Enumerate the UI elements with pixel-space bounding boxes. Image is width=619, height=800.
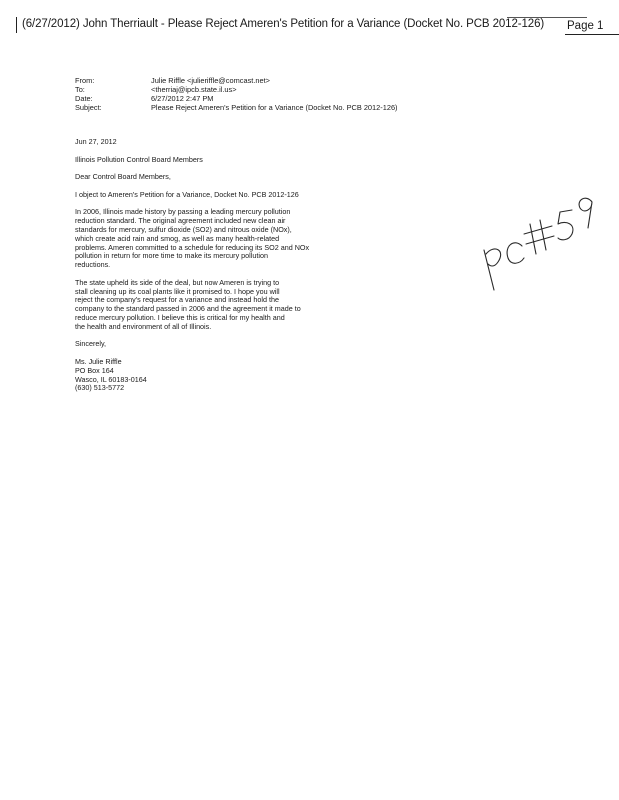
letter-date: Jun 27, 2012 [75, 137, 117, 146]
page-number-label: Page 1 [567, 20, 604, 32]
meta-to-value: <therriaj@ipcb.state.il.us> [151, 84, 237, 94]
signature-block [75, 358, 375, 393]
para1-line: standards for mercury, sulfur dioxide (SO2) and nitrous oxide (NOx), [75, 224, 292, 234]
para1-line: In 2006, Illinois made history by passing a leading mercury pollution [75, 207, 291, 217]
meta-date-value: 6/27/2012 2:47 PM [151, 93, 214, 103]
meta-subject-key: Subject: [75, 102, 102, 112]
handwriting-stroke [484, 250, 494, 290]
letter-paragraph-1 [75, 208, 375, 270]
email-header-bar [16, 15, 606, 37]
meta-to-key: To: [75, 84, 85, 94]
meta-subject-row [75, 104, 398, 113]
letter-objection: I object to Ameren's Petition for a Variance, Docket No. PCB 2012-126 [75, 189, 299, 199]
meta-from-key: From: [75, 76, 95, 85]
letter-salutation: Dear Control Board Members, [75, 172, 171, 182]
meta-subject-value: Please Reject Ameren's Petition for a Variance (Docket No. PCB 2012-126) [151, 102, 398, 112]
signature-phone: (630) 513-5772 [75, 383, 125, 393]
letter-paragraph-2 [75, 279, 375, 332]
letter-body [75, 138, 375, 393]
handwriting-stroke [530, 224, 536, 254]
handwriting-stroke [524, 226, 552, 234]
handwritten-annotation [460, 188, 600, 298]
para2-line: The state upheld its side of the deal, but now Ameren is trying to [75, 277, 280, 287]
meta-date-key: Date: [75, 93, 93, 103]
meta-from-value: Julie Riffle <julieriffle@comcast.net> [151, 76, 270, 85]
para2-line: company to the standard passed in 2006 and the agreement it made to [75, 304, 301, 314]
signature-city: Wasco, IL 60183-0164 [75, 374, 147, 384]
para2-line: the health and environment of all of Illinois. [75, 321, 212, 331]
signature-name: Ms. Julie Riffle [75, 356, 122, 366]
para2-line: reject the company's request for a variance and instead hold the [75, 295, 279, 305]
para2-line: stall cleaning up its coal plants like it promised to. I hope you will [75, 286, 280, 296]
handwriting-stroke [558, 210, 573, 240]
para1-line: problems. Ameren committed to a schedule for reducing its SO2 and NOx [75, 242, 310, 252]
handwriting-stroke [486, 249, 501, 266]
para1-line: reduction standard. The original agreement included new clean air [75, 216, 286, 226]
header-left-rule [16, 17, 17, 33]
para1-line: pollution in return for more time to make its mercury pollution [75, 251, 268, 261]
signature-po-box: PO Box 164 [75, 365, 114, 375]
handwriting-stroke [507, 243, 524, 263]
meta-to-row [75, 86, 398, 95]
handwriting-stroke [540, 220, 546, 250]
email-meta [75, 77, 398, 113]
para1-line: reductions. [75, 260, 111, 270]
para2-line: reduce mercury pollution. I believe this is critical for my health and [75, 312, 285, 322]
letter-recipient: Illinois Pollution Control Board Members [75, 154, 203, 164]
header-title: (6/27/2012) John Therriault - Please Reject Ameren's Petition for a Variance (Docket No. PCB 2012-126) [22, 18, 545, 30]
handwriting-stroke [579, 198, 592, 228]
letter-closing: Sincerely, [75, 339, 107, 349]
handwriting-stroke [526, 236, 554, 244]
para1-line: which create acid rain and smog, as well as many health-related [75, 233, 280, 243]
